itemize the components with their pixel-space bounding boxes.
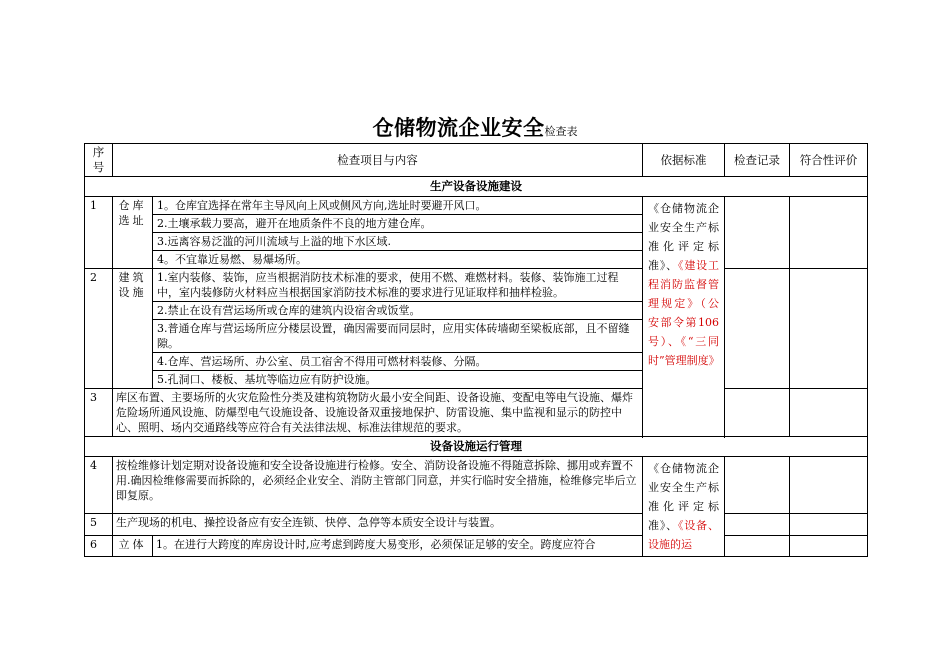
header-content: 检查项目与内容 <box>113 144 643 177</box>
check-item: 4.仓库、营运场所、办公室、员工宿舍不得用可燃材料装修、分隔。 <box>153 353 643 371</box>
section-title: 生产设备设施建设 <box>85 177 868 197</box>
section-row <box>85 177 868 197</box>
checklist-table <box>84 143 868 557</box>
basis-text-red: 《设备、设施的运 <box>648 519 719 551</box>
title-suffix: 检查表 <box>544 125 578 138</box>
record-cell[interactable] <box>725 535 790 556</box>
check-item: 2.土壤承载力要高，避开在地质条件不良的地方建仓库。 <box>153 215 643 233</box>
row-category: 建筑设施 <box>113 269 153 389</box>
eval-cell[interactable] <box>790 197 868 269</box>
table-row <box>85 535 868 556</box>
eval-cell[interactable] <box>790 457 868 514</box>
header-no: 序号 <box>85 144 113 177</box>
table-row <box>85 269 868 302</box>
check-item: 3.普通仓库与营运场所应分楼层设置，确因需要而同层时，应用实体砖墙砌至梁板底部，且不留缝隙。 <box>153 320 643 353</box>
row-number: 5 <box>85 514 113 535</box>
row-category: 仓库选址 <box>113 197 153 269</box>
header-eval: 符合性评价 <box>790 144 868 177</box>
eval-cell[interactable] <box>790 514 868 535</box>
row-number: 2 <box>85 269 113 389</box>
row-number: 4 <box>85 457 113 514</box>
title-main: 仓储物流企业安全 <box>372 116 545 140</box>
check-item: 4。不宜靠近易燃、易爆场所。 <box>153 251 643 269</box>
check-item: 1。仓库宜选择在常年主导风向上风或侧风方向,选址时要避开风口。 <box>153 197 643 215</box>
table-row <box>85 514 868 535</box>
check-item: 库区布置、主要场所的火灾危险性分类及建构筑物防火最小安全间距、设备设施、变配电等电气设施、爆炸危险场所通风设施、防爆型电气设施设备、设施设备双重接地保护、防雷设施、集中监视和显示的防控中心、照明、场内交通路线等应符合有关法律法规、标准法律规范的要求。 <box>113 389 643 437</box>
basis-cell <box>643 457 725 557</box>
basis-cell <box>643 197 725 437</box>
record-cell[interactable] <box>725 514 790 535</box>
record-cell[interactable] <box>725 269 790 389</box>
eval-cell[interactable] <box>790 269 868 389</box>
header-record: 检查记录 <box>725 144 790 177</box>
check-item: 3.远离容易泛滥的河川流域与上溢的地下水区域. <box>153 233 643 251</box>
check-item: 生产现场的机电、操控设备应有安全连锁、快停、急停等本质安全设计与装置。 <box>113 514 643 535</box>
check-item: 5.孔洞口、楼板、基坑等临边应有防护设施。 <box>153 371 643 389</box>
header-basis: 依据标准 <box>643 144 725 177</box>
section-row <box>85 437 868 457</box>
basis-text: 《仓储物流企业安全生产标准化评定标准》、 <box>648 462 719 532</box>
table-row <box>85 389 868 437</box>
table-row <box>85 197 868 215</box>
record-cell[interactable] <box>725 457 790 514</box>
eval-cell[interactable] <box>790 535 868 556</box>
row-category: 立体 <box>113 535 153 556</box>
check-item: 2.禁止在设有营运场所或仓库的建筑内设宿舍或饭堂。 <box>153 302 643 320</box>
basis-text-red: 《建设工程消防监督管理规定》（公安部令第106号）、《“三同时”管理制度》 <box>648 259 720 367</box>
section-title: 设备设施运行管理 <box>85 437 868 457</box>
row-number: 1 <box>85 197 113 269</box>
record-cell[interactable] <box>725 197 790 269</box>
check-item: 1.室内装修、装饰，应当根据消防技术标准的要求，使用不燃、难燃材料。装修、装饰施工过程中，室内装修防火材料应当根据国家消防技术标准的要求进行见证取样和抽样检验。 <box>153 269 643 302</box>
row-number: 3 <box>85 389 113 437</box>
eval-cell[interactable] <box>790 389 868 437</box>
check-item: 按检维修计划定期对设备设施和安全设备设施进行检修。安全、消防设备设施不得随意拆除、挪用或弃置不用.确因检维修需要而拆除的，必须经企业安全、消防主管部门同意，并实行临时安全措施，检维修完毕后立即复原。 <box>113 457 643 514</box>
row-number: 6 <box>85 535 113 556</box>
table-row <box>85 457 868 514</box>
check-item: 1。在进行大跨度的库房设计时,应考虑到跨度大易变形，必须保证足够的安全。跨度应符合 <box>153 535 643 556</box>
document-title <box>0 112 950 142</box>
record-cell[interactable] <box>725 389 790 437</box>
basis-text: 《仓储物流企业安全生产标准化评定标准》、 <box>648 202 719 272</box>
header-row <box>85 144 868 177</box>
